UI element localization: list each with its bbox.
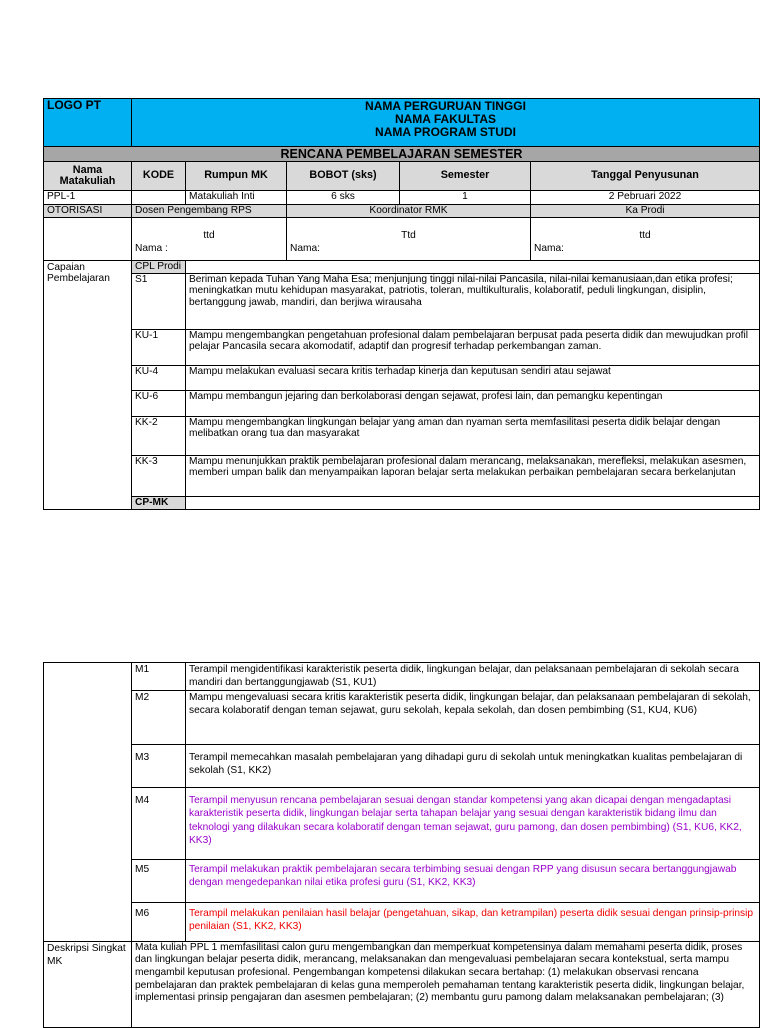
col-bobot: BOBOT (sks): [287, 162, 400, 191]
cpl-text: Mampu melakukan evaluasi secara kritis terhadap kinerja dan keputusan sendiri atau sejawat: [186, 366, 760, 391]
cpmk-code: M1: [132, 663, 186, 691]
col-nama-matakuliah: Nama Matakuliah: [44, 162, 132, 191]
cpl-text: Mampu menunjukkan praktik pembelajaran profesional dalam merancang, melaksanakan, merefleksi, melakukan asesmen, memberi umpan balik dan menyampaikan laporan belajar serta melakukan perbaikan pembelajaran secara berkelanjutan: [186, 456, 760, 497]
course-semester: 1: [400, 191, 531, 205]
cpl-code: S1: [132, 274, 186, 330]
cpmk-text: Terampil melakukan penilaian hasil belajar (pengetahuan, sikap, dan ketrampilan) peserta didik sesuai dengan prinsip-prinsip penilaian (S1, KK2, KK3): [186, 902, 760, 941]
dosen-ttd: ttd: [203, 230, 215, 241]
cpl-text: Mampu membangun jejaring dan berkolaborasi dengan sejawat, profesi lain, dan pemangku kepentingan: [186, 391, 760, 417]
cpmk-code: M6: [132, 902, 186, 941]
cpl-code: KU-1: [132, 330, 186, 366]
cpl-prodi-blank: [186, 261, 760, 274]
cpl-code: KK-2: [132, 417, 186, 456]
cpmk-label: CP-MK: [132, 497, 186, 510]
capaian-label: Capaian Pembelajaran: [44, 261, 132, 510]
cpmk-text: Terampil menyusun rencana pembelajaran sesuai dengan standar kompetensi yang akan dicapai dengan mengadaptasi karakteristik peserta didik, lingkungan belajar serta tahapan belajar yang sesuai dengan karakteristik bidang ilmu dan teknologi yang dilakukan secara kolaboratif dengan teman sejawat, guru pamong, dan dosen pembimbing) (S1, KU6, KK2, KK3): [186, 787, 760, 859]
institution-cell: [132, 99, 760, 147]
col-tanggal: Tanggal Penyusunan: [531, 162, 760, 191]
cpl-text: Mampu mengembangkan pengetahuan profesional dalam pembelajaran berpusat pada peserta didik dan mewujudkan profil pelajar Pancasila secara akomodatif, adaptif dan progresif terhadap perkembangan zaman.: [186, 330, 760, 366]
koordinator-nama: Nama:: [290, 243, 321, 255]
cpl-code: KU-4: [132, 366, 186, 391]
cpmk-code: M3: [132, 744, 186, 787]
cpmk-text: Terampil memecahkan masalah pembelajaran yang dihadapi guru di sekolah untuk meningkatkan kualitas pembelajaran di sekolah (S1, KK2): [186, 744, 760, 787]
institution-name: NAMA PERGURUAN TINGGI: [365, 99, 526, 113]
kaprodi-label: Ka Prodi: [531, 205, 760, 218]
otorisasi-blank: [44, 218, 132, 261]
dosen-pengembang-label: Dosen Pengembang RPS: [132, 205, 287, 218]
cpmk-code: M2: [132, 690, 186, 744]
deskripsi-label: Deskripsi Singkat MK: [44, 941, 132, 1027]
cpmk-code: M4: [132, 787, 186, 859]
otorisasi-label: OTORISASI: [44, 205, 132, 218]
cpmk-code: M5: [132, 859, 186, 902]
rps-header-table: [43, 98, 760, 510]
kaprodi-ttd: ttd: [639, 230, 651, 241]
cpmk-text: Terampil melakukan praktik pembelajaran secara terbimbing sesuai dengan RPP yang disusun secara bertanggungjawab dengan mengedepankan nilai etika profesi guru (S1, KK2, KK3): [186, 859, 760, 902]
course-tanggal: 2 Pebruari 2022: [531, 191, 760, 205]
faculty-name: NAMA FAKULTAS: [394, 112, 497, 126]
cpmk-text: Terampil mengidentifikasi karakteristik peserta didik, lingkungan belajar, dan pelaksanaan pembelajaran di sekolah secara mandiri dan bertanggungjawab (S1, KU1): [186, 663, 760, 691]
cpmk-side-blank: [44, 663, 132, 942]
logo-cell: LOGO PT: [44, 99, 132, 147]
col-kode: KODE: [132, 162, 186, 191]
koordinator-label: Koordinator RMK: [287, 205, 531, 218]
course-rumpun: Matakuliah Inti: [186, 191, 287, 205]
cpl-prodi-label: CPL Prodi: [132, 261, 186, 274]
dosen-nama: Nama :: [135, 243, 168, 255]
cpl-code: KU-6: [132, 391, 186, 417]
kaprodi-signature: [531, 218, 760, 261]
cpmk-blank: [186, 497, 760, 510]
course-code: [132, 191, 186, 205]
cpl-code: KK-3: [132, 456, 186, 497]
col-semester: Semester: [400, 162, 531, 191]
course-bobot: 6 sks: [287, 191, 400, 205]
program-name: NAMA PROGRAM STUDI: [375, 125, 516, 139]
course-name: PPL-1: [44, 191, 132, 205]
koordinator-signature: [287, 218, 531, 261]
cpl-text: Mampu mengembangkan lingkungan belajar yang aman dan nyaman serta memfasilitasi peserta didik belajar dengan melibatkan orang tua dan masyarakat: [186, 417, 760, 456]
cpmk-table: [43, 662, 760, 1028]
dosen-signature: [132, 218, 287, 261]
koordinator-ttd: Ttd: [401, 230, 416, 241]
cpl-text: Beriman kepada Tuhan Yang Maha Esa; menjunjung tinggi nilai-nilai Pancasila, nilai-nilai kemanusiaan,dan etika profesi; meningkatkan mutu kehidupan masyarakat, patriotis, toleran, multikulturalis, kolaboratif, peduli lingkungan, disiplin, bertanggung jawab, mandiri, dan berjiwa wirausaha: [186, 274, 760, 330]
document-title: RENCANA PEMBELAJARAN SEMESTER: [44, 147, 760, 162]
cpmk-text: Mampu mengevaluasi secara kritis karakteristik peserta didik, lingkungan belajar, dan pelaksanaan pembelajaran di sekolah, secara kolaboratif dengan teman sejawat, guru sekolah, kepala sekolah, dan dosen pembimbing (S1, KU4, KU6): [186, 690, 760, 744]
deskripsi-text: Mata kuliah PPL 1 memfasilitasi calon guru mengembangkan dan memperkuat kompetensinya dalam memahami peserta didik, proses dan lingkungan belajar peserta didik, merancang, melaksanakan dan mengevaluasi pembelajaran secara kontekstual, serta mampu mengambil keputusan profesional. Pengembangan kompetensi dilakukan secara bertahap: (1) melakukan observasi rencana pembelajaran dan praktek pembelajaran di kelas guna memperoleh pemahaman tentang karakteristik peserta didik, lingkungan belajar, implementasi prinsip pengajaran dan asesmen pembelajaran; (2) membantu guru pamong dalam melaksanakan pembelajaran; (3): [132, 941, 760, 1027]
kaprodi-nama: Nama:: [534, 243, 565, 255]
col-rumpun: Rumpun MK: [186, 162, 287, 191]
